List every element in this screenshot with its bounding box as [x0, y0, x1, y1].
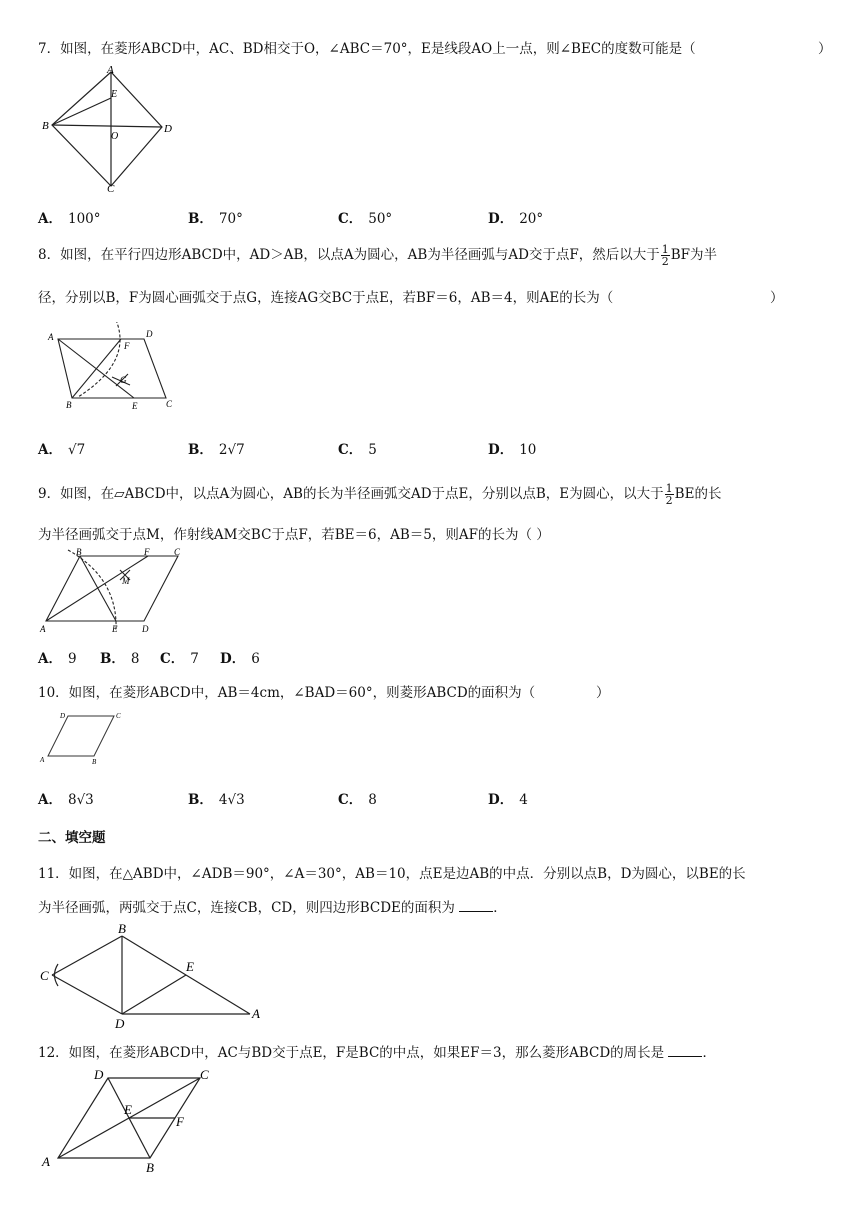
- q11-label-a: A: [252, 1006, 260, 1021]
- q8-option-d[interactable]: D． 10: [488, 442, 537, 458]
- q8-label-e: E: [132, 401, 138, 411]
- q7-option-a[interactable]: A． 100°: [38, 211, 101, 227]
- q8-label-b: B: [66, 400, 72, 410]
- q9-label-f: F: [144, 548, 150, 557]
- q10-label-c: C: [116, 712, 121, 720]
- q8-stem-line1: 8．如图，在平行四边形ABCD中，AD＞AB，以点A为圆心，AB为半径画弧与AD交于点F，然后以大于 $\frac{1}{2}$ BF为半: [38, 243, 718, 268]
- q12-label-d: D: [94, 1067, 104, 1082]
- q8-option-b[interactable]: B． 2√7: [188, 442, 245, 458]
- q11-stem-line2: 为半径画弧，两弧交于点C，连接CB，CD，则四边形BCDE的面积为 ．: [38, 900, 507, 916]
- q11-label-c: C: [40, 968, 49, 983]
- q12-figure: [38, 1066, 228, 1176]
- q9-label-d: D: [142, 624, 149, 634]
- q9-option-b[interactable]: B． 8: [100, 651, 140, 667]
- q7-label-o: O: [111, 131, 119, 142]
- q10-label-b: B: [92, 758, 97, 766]
- q7-stem: 7．如图，在菱形ABCD中，AC、BD相交于O，∠ABC＝70°，E是线段AO上一点，则∠BEC的度数可能是（: [38, 41, 696, 57]
- q11-answer-blank[interactable]: [459, 899, 493, 912]
- q9-option-c[interactable]: C． 7: [160, 651, 199, 667]
- q10-option-a[interactable]: A． 8√3: [38, 792, 94, 808]
- q8-option-c[interactable]: C． 5: [338, 442, 377, 458]
- q9-option-a[interactable]: A． 9: [38, 651, 77, 667]
- q8-label-a: A: [48, 332, 54, 342]
- q12-answer-blank[interactable]: [668, 1044, 702, 1057]
- q7-option-d[interactable]: D． 20°: [488, 211, 544, 227]
- q12-label-c: C: [200, 1067, 209, 1082]
- q8-option-a[interactable]: A． √7: [38, 442, 86, 458]
- q8-label-f: F: [124, 341, 130, 351]
- q7-label-b: B: [42, 120, 49, 132]
- q7-label-e: E: [111, 89, 118, 100]
- q11-label-b: B: [118, 921, 126, 936]
- q7-option-b[interactable]: B． 70°: [188, 211, 243, 227]
- q10-paren-close: ）: [596, 685, 610, 701]
- q7-option-c[interactable]: C． 50°: [338, 211, 393, 227]
- q10-label-a: A: [40, 756, 45, 764]
- q9-label-a: A: [40, 624, 46, 634]
- q11-stem-line1: 11．如图，在△ABD中，∠ADB＝90°，∠A＝30°，AB＝10，点E是边AB的中点．分别以点B，D为圆心，以BE的长: [38, 866, 746, 882]
- q9-figure: [38, 548, 188, 634]
- q9-option-d[interactable]: D． 6: [220, 651, 260, 667]
- q12-label-f: F: [176, 1114, 184, 1129]
- q10-option-b[interactable]: B． 4√3: [188, 792, 245, 808]
- q12-stem: 12．如图，在菱形ABCD中，AC与BD交于点E，F是BC的中点，如果EF＝3，那么菱形ABCD的周长是 ．: [38, 1045, 716, 1061]
- q12-label-b: B: [146, 1160, 154, 1175]
- q8-label-g: G: [120, 375, 127, 385]
- q10-label-d: D: [60, 712, 66, 720]
- q10-stem: 10．如图，在菱形ABCD中，AB＝4cm，∠BAD＝60°，则菱形ABCD的面积为（: [38, 685, 536, 701]
- section-fill-in-title: 二、填空题: [38, 830, 106, 846]
- q10-option-d[interactable]: D． 4: [488, 792, 528, 808]
- q7-label-a: A: [107, 64, 114, 76]
- q12-label-a: A: [42, 1154, 50, 1169]
- q9-label-m: M: [122, 576, 130, 586]
- q9-label-b: B: [76, 548, 82, 557]
- q10-option-c[interactable]: C． 8: [338, 792, 377, 808]
- q8-figure: [38, 322, 188, 414]
- q11-label-e: E: [186, 959, 194, 974]
- q8-paren-close: ）: [770, 290, 784, 306]
- q8-label-c: C: [166, 399, 173, 409]
- q9-label-c: C: [174, 548, 181, 557]
- q7-paren-close: ）: [818, 41, 832, 57]
- q7-label-c: C: [107, 183, 115, 194]
- q8-label-d: D: [146, 329, 153, 339]
- q7-label-d: D: [164, 123, 172, 135]
- q11-figure: [38, 918, 268, 1030]
- q11-label-d: D: [115, 1016, 125, 1030]
- q7-figure: [38, 64, 178, 194]
- q9-stem-line1: 9．如图，在▱ABCD中，以点A为圆心，AB的长为半径画弧交AD于点E，分别以点B，E为圆心，以大于 $\frac{1}{2}$ BE的长: [38, 482, 722, 507]
- q12-label-e: E: [124, 1102, 132, 1117]
- q10-figure: [38, 708, 134, 768]
- q8-stem-line2: 径，分别以B，F为圆心画弧交于点G，连接AG交BC于点E，若BF＝6，AB＝4，则AE的长为（: [38, 290, 614, 306]
- q9-stem-line2: 为半径画弧交于点M，作射线AM交BC于点F，若BE＝6，AB＝5，则AF的长为（ ）: [38, 527, 550, 543]
- q9-label-e: E: [112, 624, 118, 634]
